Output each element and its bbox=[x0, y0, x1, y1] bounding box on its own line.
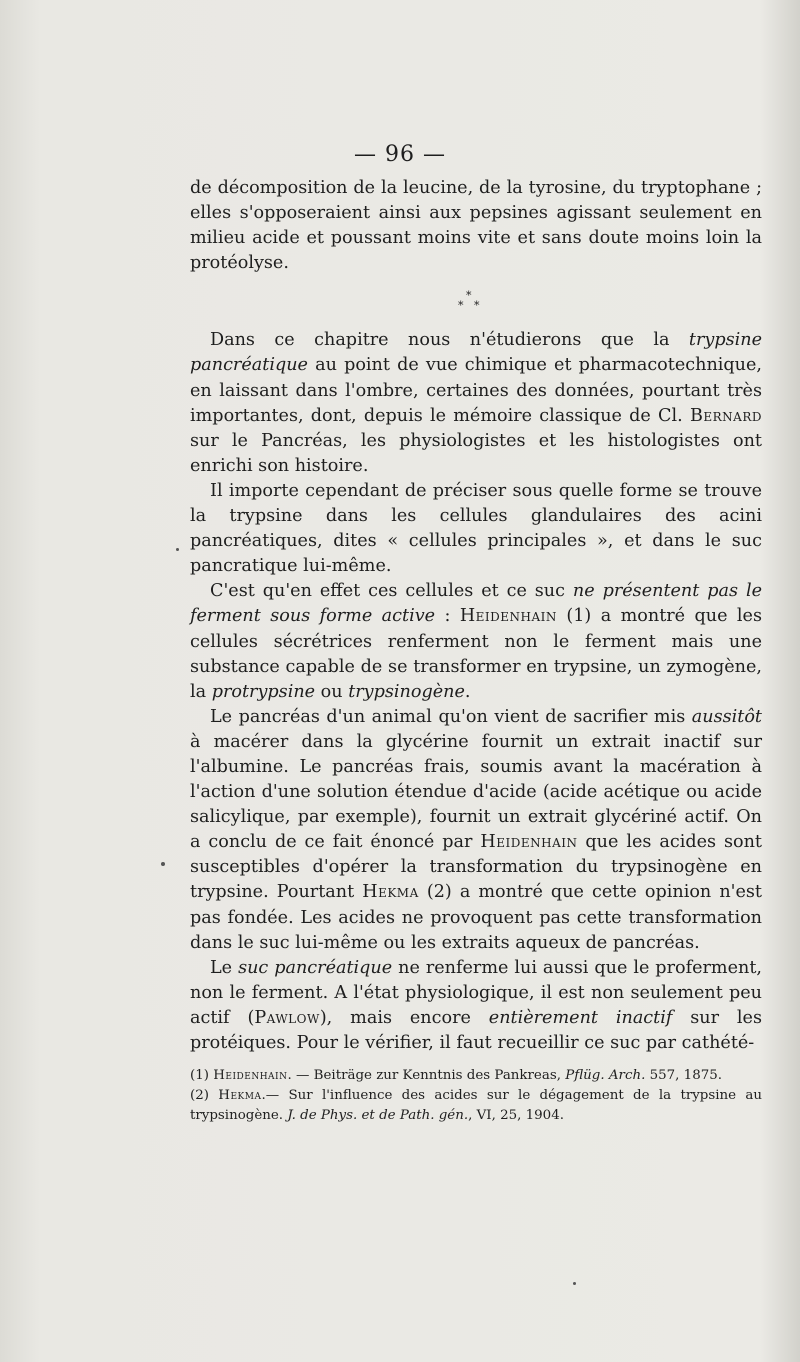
author-name: Heidenhain bbox=[213, 1068, 288, 1083]
emphasis: ne présentent pas le ferment sous forme active bbox=[190, 581, 762, 627]
journal-title: J. de Phys. et de Path. gén. bbox=[287, 1108, 469, 1123]
author-name: Hekma bbox=[218, 1088, 262, 1103]
paper-speck bbox=[573, 1282, 576, 1285]
paragraph-2: Dans ce chapitre nous n'étudierons que la trypsine pancréatique au point de vue chimique et pharmacotechnique, en laissant dans l'ombre, certaines des données, pourtant très importantes, dont, depuis le mémoire classique de Cl. Bernard sur le Pancréas, les physiologistes et les histologistes ont enrichi son histoire. bbox=[190, 330, 762, 476]
emphasis: trypsinogène bbox=[348, 681, 465, 702]
author-name: Hekma bbox=[362, 882, 419, 903]
footnote-1: (1) Heidenhain. — Beiträge zur Kenntnis des Pankreas, Pflüg. Arch. 557, 1875. bbox=[190, 1068, 723, 1083]
paragraph-4: C'est qu'en effet ces cellules et ce suc ne présentent pas le ferment sous forme active : Heidenhain (1) a montré que les cellules sécrétrices renferment non le ferment mais une substance capable de se transformer en trypsine, un zymogène, la protrypsine ou trypsinogène. bbox=[190, 581, 762, 702]
paragraph-3: Il importe cependant de préciser sous quelle forme se trouve la trypsine dans les cellules glandulaires des acini pancréatiques, dites « cellules principales », et dans le suc pancratique lui-même. bbox=[190, 480, 762, 577]
asterism-star-icon: * bbox=[458, 299, 464, 313]
footnotes bbox=[190, 1066, 762, 1126]
paragraph-1: de décomposition de la leucine, de la tyrosine, du tryptophane ; elles s'opposeraient ainsi aux pepsines agissant seulement en milieu acide et poussant moins vite et sans doute moins loin la protéolyse. bbox=[190, 178, 762, 274]
paragraph-5: Le pancréas d'un animal qu'on vient de sacrifier mis aussitôt à macérer dans la glycérine fournit un extrait inactif sur l'albumine. Le pancréas frais, soumis avant la macération à l'action d'une solution étendue d'acide (acide acétique ou acide salicylique, par exemple), fournit un extrait glycériné actif. On a conclu de ce fait énoncé par Heidenhain que les acides sont susceptibles d'opérer la transformation du trypsinogène en trypsine. Pourtant Hekma (2) a montré que cette opinion n'est pas fondée. Les acides ne provoquent pas cette transformation dans le suc lui-même ou les extraits aqueux de pancréas. bbox=[190, 706, 762, 953]
emphasis: protrypsine bbox=[211, 681, 316, 702]
footnote-2: (2) Hekma.— Sur l'influence des acides sur le dégagement de la trypsine au trypsinogène. J. de Phys. et de Path. gén., VI, 25, 1904. bbox=[190, 1088, 762, 1123]
paragraph-6: Le suc pancréatique ne renferme lui aussi que le proferment, non le ferment. A l'état physiologique, il est non seulement peu actif (Pawlow), mais encore entièrement inactif sur les protéiques. Pour le vérifier, il faut recueillir ce suc par cathété- bbox=[190, 957, 762, 1053]
emphasis: aussitôt bbox=[691, 706, 762, 727]
page-number: — 96 — bbox=[354, 142, 446, 167]
author-name: Heidenhain bbox=[459, 606, 557, 627]
asterism-separator bbox=[190, 276, 762, 328]
author-name: Bernard bbox=[689, 405, 762, 426]
paper-speck bbox=[161, 862, 165, 866]
paper-speck bbox=[176, 548, 179, 551]
emphasis: suc pancréatique bbox=[238, 957, 393, 978]
emphasis: entièrement inactif bbox=[488, 1007, 673, 1028]
journal-title: Pflüg. Arch. bbox=[565, 1068, 646, 1083]
author-name: Pawlow bbox=[254, 1007, 320, 1028]
body-text bbox=[190, 176, 762, 1056]
asterism-star-icon: * bbox=[474, 299, 480, 313]
author-name: Heidenhain bbox=[480, 832, 578, 853]
emphasis: trypsine pancréatique bbox=[190, 330, 762, 376]
asterism-star-icon: * bbox=[466, 289, 472, 303]
